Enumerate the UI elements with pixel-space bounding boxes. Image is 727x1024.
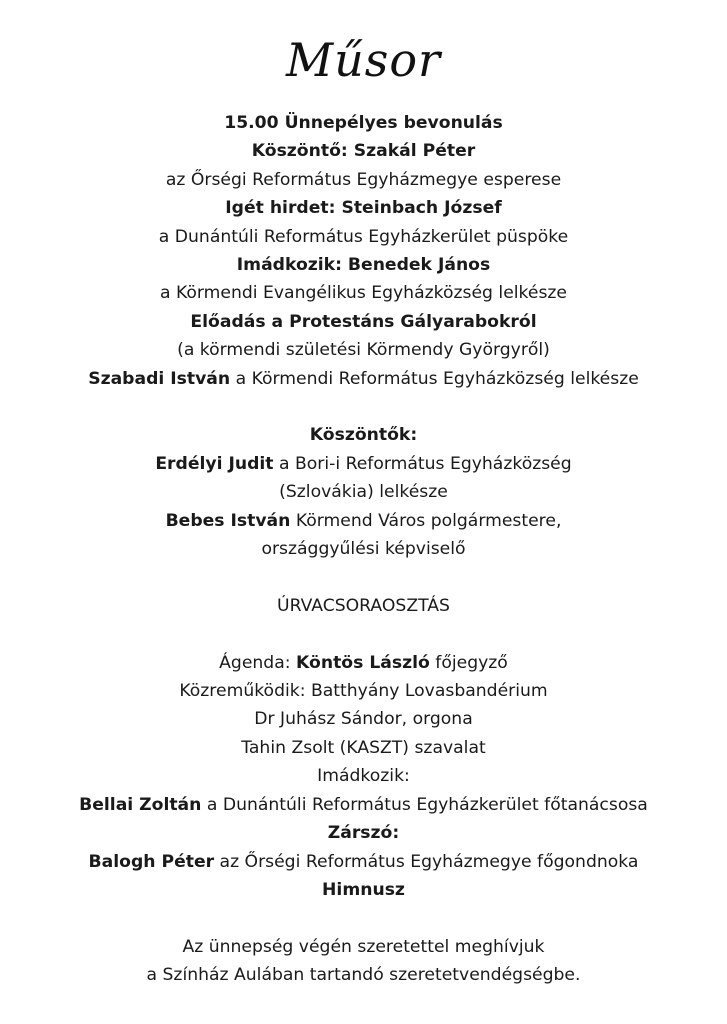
speaker-role: a Dunántúli Református Egyházkerület főtanácsosa: [201, 794, 648, 815]
program-line-sermon-speaker: Igét hirdet: Steinbach József: [225, 198, 502, 219]
program-line-lecture-subtitle: (a körmendi születési Körmendy Györgyről): [177, 340, 550, 361]
speaker-role: Körmend Város polgármestere,: [290, 510, 562, 531]
speaker-name: Szabadi István: [88, 368, 231, 389]
program-line-greetings-heading: Köszöntők:: [309, 425, 418, 446]
program-line-greeting-1-cont: (Szlovákia) lelkésze: [279, 482, 448, 503]
program-line-prayer-role: a Körmendi Evangélikus Egyházközség lelkésze: [159, 283, 568, 304]
program-line-invitation-2: a Színház Aulában tartandó szeretetvendégségbe.: [146, 965, 581, 986]
program-line-greeting-2: [0, 507, 727, 535]
program-line-greeting-speaker: Köszöntő: Szakál Péter: [251, 141, 476, 162]
program-line-agenda: [0, 649, 727, 677]
program-line-closing-heading: Zárszó:: [327, 823, 400, 844]
program-line-anthem: Himnusz: [322, 879, 405, 900]
program-list: [0, 109, 727, 990]
program-line-closing-speaker: [0, 848, 727, 876]
spacer: [0, 393, 727, 421]
speaker-name: Erdélyi Judit: [155, 453, 274, 474]
program-line-greeting-role: az Őrségi Református Egyházmegye esperese: [165, 169, 562, 190]
program-line-greeting-1: [0, 450, 727, 478]
program-line-sermon-role: a Dunántúli Református Egyházkerület püspöke: [158, 226, 569, 247]
program-line-communion: ÚRVACSORAOSZTÁS: [277, 595, 450, 616]
program-line-recital: Tahin Zsolt (KASZT) szavalat: [241, 737, 486, 758]
speaker-name: Bellai Zoltán: [79, 794, 202, 815]
program-line-invitation-1: Az ünnepség végén szeretettel meghívjuk: [182, 936, 545, 957]
program-line-organ: Dr Juhász Sándor, orgona: [254, 709, 473, 730]
page-title: Műsor: [285, 33, 442, 87]
speaker-name: Köntös László: [296, 652, 430, 673]
program-line-prayer-2: [0, 791, 727, 819]
program-line-prayer-speaker: Imádkozik: Benedek János: [236, 255, 491, 276]
speaker-name: Balogh Péter: [88, 851, 215, 872]
spacer: [0, 563, 727, 591]
program-line-lecture-speaker: [0, 365, 727, 393]
program-line-contributors: Közreműködik: Batthyány Lovasbandérium: [179, 681, 548, 702]
spacer: [0, 904, 727, 932]
speaker-role: a Bori-i Református Egyházközség: [273, 453, 572, 474]
spacer: [0, 620, 727, 648]
program-line-opening: 15.00 Ünnepélyes bevonulás: [224, 113, 503, 133]
agenda-label: Ágenda:: [219, 652, 297, 673]
speaker-role: az Őrségi Református Egyházmegye főgondnoka: [214, 851, 639, 872]
program-line-prayer-heading: Imádkozik:: [317, 766, 410, 787]
program-line-lecture-title: Előadás a Protestáns Gályarabokról: [190, 311, 537, 332]
program-line-greeting-2-cont: országgyűlési képviselő: [261, 539, 466, 560]
speaker-role: a Körmendi Református Egyházközség lelkésze: [230, 368, 639, 389]
speaker-name: Bebes István: [165, 510, 291, 531]
speaker-role: főjegyző: [429, 652, 508, 673]
